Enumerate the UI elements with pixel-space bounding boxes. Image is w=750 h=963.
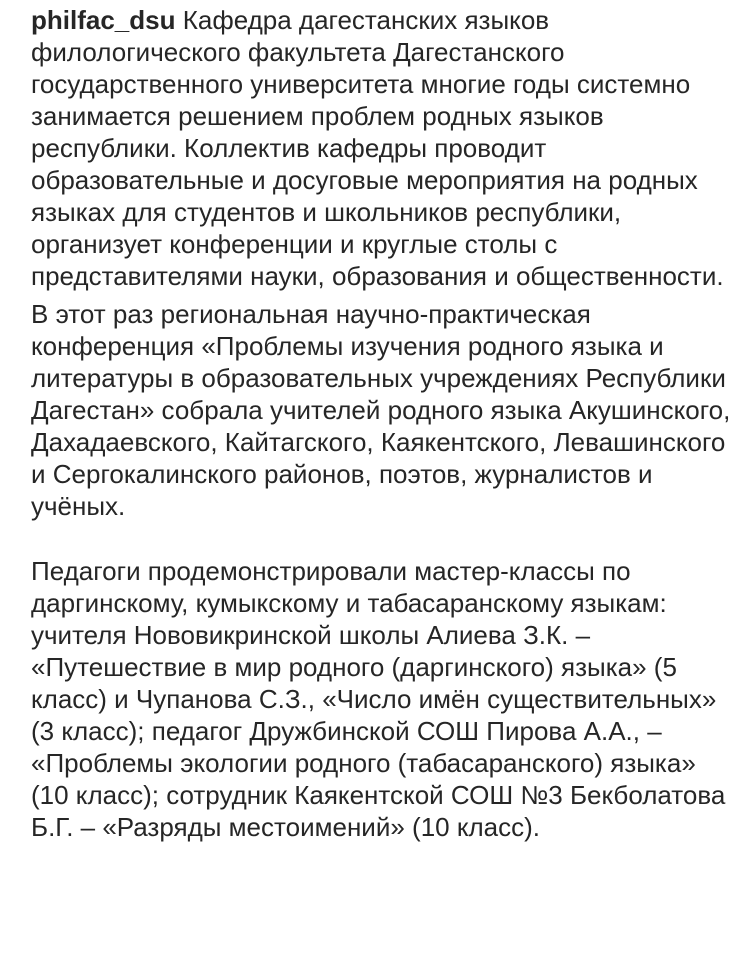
caption-text-1: Кафедра дагестанских языков филологического факультета Дагестанского государственного университета многие годы системно занимается решением проблем родных языков республики. Коллектив кафедры проводит образовательные и досуговые мероприятия на родных языках для студентов и школьников республики, организует конференции и круглые столы с представителями науки, образования и общественности. xyxy=(31,5,724,291)
paragraph-spacer xyxy=(31,522,731,555)
caption-paragraph-3: Педагоги продемонстрировали мастер-классы по даргинскому, кумыкскому и табасаранскому языкам: учителя Нововикринской школы Алиева З.К. – «Путешествие в мир родного (даргинского) языка» (5 класс) и Чупанова С.З., «Число имён существительных» (3 класс); педагог Дружбинской СОШ Пирова А.А., – «Проблемы экологии родного (табасаранского) языка» (10 класс); сотрудник Каякентской СОШ №3 Бекболатова Б.Г. – «Разряды местоимений» (10 класс). xyxy=(31,556,726,842)
post-caption xyxy=(31,4,731,843)
username-link[interactable]: philfac_dsu xyxy=(31,5,176,35)
caption-paragraph-1 xyxy=(31,4,731,292)
caption-paragraph-2: В этот раз региональная научно-практическая конференция «Проблемы изучения родного языка и литературы в образовательных учреждениях Республики Дагестан» собрала учителей родного языка Акушинского, Дахадаевского, Кайтагского, Каякентского, Левашинского и Сергокалинского районов, поэтов, журналистов и учёных. xyxy=(31,299,731,521)
